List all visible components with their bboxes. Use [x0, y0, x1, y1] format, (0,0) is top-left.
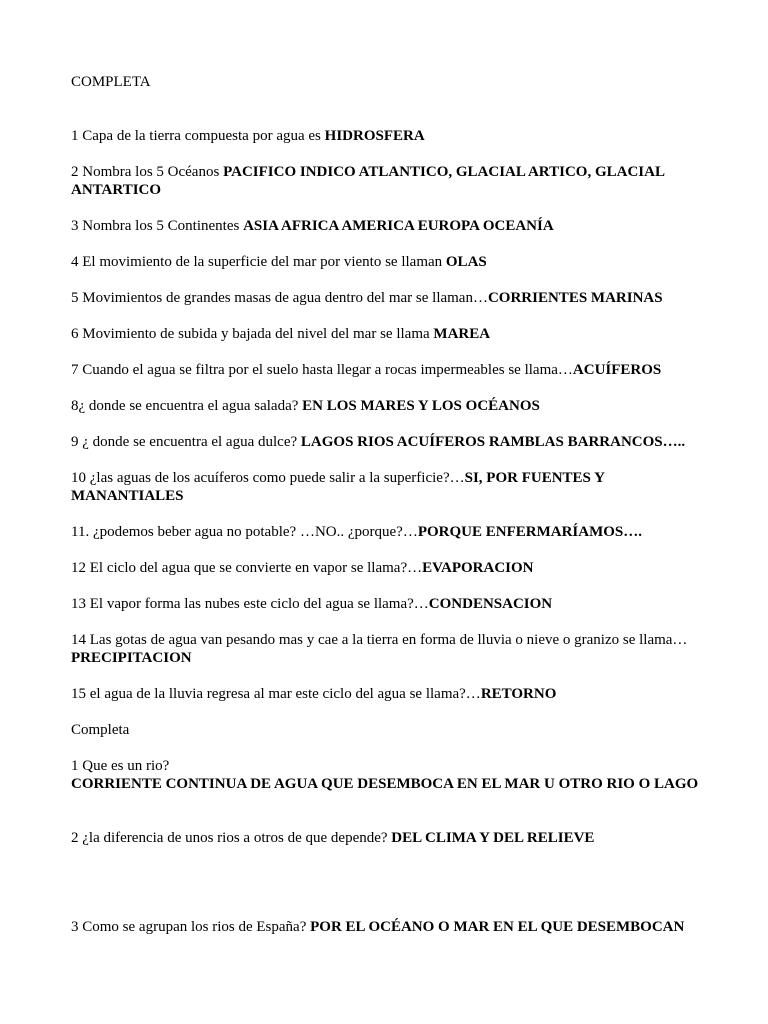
document-body [71, 73, 701, 936]
question-text: 4 El movimiento de la superficie del mar por viento se llaman [71, 254, 446, 270]
answer-text: ACUÍFEROS [572, 362, 662, 378]
river-question-3 [71, 918, 701, 936]
question-text: 1 Capa de la tierra compuesta por agua es [71, 128, 325, 144]
answer-text: ASIA AFRICA AMERICA EUROPA OCEANÍA [243, 218, 554, 234]
question-text: 3 Nombra los 5 Continentes [71, 218, 244, 234]
river-question-1 [71, 757, 701, 793]
question-text: 5 Movimientos de grandes masas de agua dentro del mar se llaman… [71, 290, 488, 306]
question-text: 7 Cuando el agua se filtra por el suelo hasta llegar a rocas impermeables se llama… [71, 362, 573, 378]
answer-text: POR EL OCÉANO O MAR EN EL QUE DESEMBOCAN [310, 919, 685, 935]
answer-text: RETORNO [480, 686, 557, 702]
question-text: 14 Las gotas de agua van pesando mas y cae a la tierra en forma de lluvia o nieve o granizo se llama… [71, 632, 688, 648]
answer-text: CONDENSACION [428, 596, 553, 612]
answer-text: PACIFICO INDICO ATLANTICO, GLACIAL ARTICO, GLACIAL ANTARTICO [71, 164, 665, 198]
question-2 [71, 163, 701, 199]
answer-text: PORQUE ENFERMARÍAMOS…. [417, 524, 643, 540]
question-1 [71, 127, 701, 145]
question-9 [71, 433, 701, 451]
answer-text: LAGOS RIOS ACUÍFEROS RAMBLAS BARRANCOS….. [300, 434, 686, 450]
answer-text: PRECIPITACION [71, 650, 192, 666]
answer-text: EVAPORACION [422, 560, 534, 576]
answer-text: CORRIENTES MARINAS [487, 290, 663, 306]
river-question-2 [71, 829, 701, 847]
question-text: 6 Movimiento de subida y bajada del nivel del mar se llama [71, 326, 434, 342]
question-text: 8¿ donde se encuentra el agua salada? [71, 398, 303, 414]
question-3 [71, 217, 701, 235]
heading-completa: COMPLETA [71, 74, 151, 90]
answer-text: CORRIENTE CONTINUA DE AGUA QUE DESEMBOCA EN EL MAR U OTRO RIO O LAGO [71, 776, 699, 792]
question-text: 15 el agua de la lluvia regresa al mar este ciclo del agua se llama?… [71, 686, 481, 702]
heading-completa-2: Completa [71, 722, 130, 738]
question-text: 2 ¿la diferencia de unos rios a otros de que depende? [71, 830, 392, 846]
question-14 [71, 631, 701, 667]
question-11 [71, 523, 701, 541]
question-10 [71, 469, 701, 505]
answer-text: OLAS [445, 254, 487, 270]
answer-text: EN LOS MARES Y LOS OCÉANOS [302, 398, 540, 414]
question-12 [71, 559, 701, 577]
question-7 [71, 361, 701, 379]
question-text: 2 Nombra los 5 Océanos [71, 164, 224, 180]
question-text: 1 Que es un rio? [71, 758, 170, 774]
answer-text: DEL CLIMA Y DEL RELIEVE [391, 830, 595, 846]
question-text: 3 Como se agrupan los rios de España? [71, 919, 311, 935]
question-text: 9 ¿ donde se encuentra el agua dulce? [71, 434, 301, 450]
question-5 [71, 289, 701, 307]
question-13 [71, 595, 701, 613]
question-8 [71, 397, 701, 415]
question-text: 10 ¿las aguas de los acuíferos como puede salir a la superficie?… [71, 470, 465, 486]
question-4 [71, 253, 701, 271]
answer-text: SI, POR FUENTES Y MANANTIALES [71, 470, 605, 504]
question-text: 11. ¿podemos beber agua no potable? …NO.. ¿porque?… [71, 524, 418, 540]
question-text: 12 El ciclo del agua que se convierte en vapor se llama?… [71, 560, 423, 576]
question-text: 13 El vapor forma las nubes este ciclo del agua se llama?… [71, 596, 429, 612]
answer-text: MAREA [433, 326, 491, 342]
question-6 [71, 325, 701, 343]
answer-text: HIDROSFERA [324, 128, 425, 144]
question-15 [71, 685, 701, 703]
